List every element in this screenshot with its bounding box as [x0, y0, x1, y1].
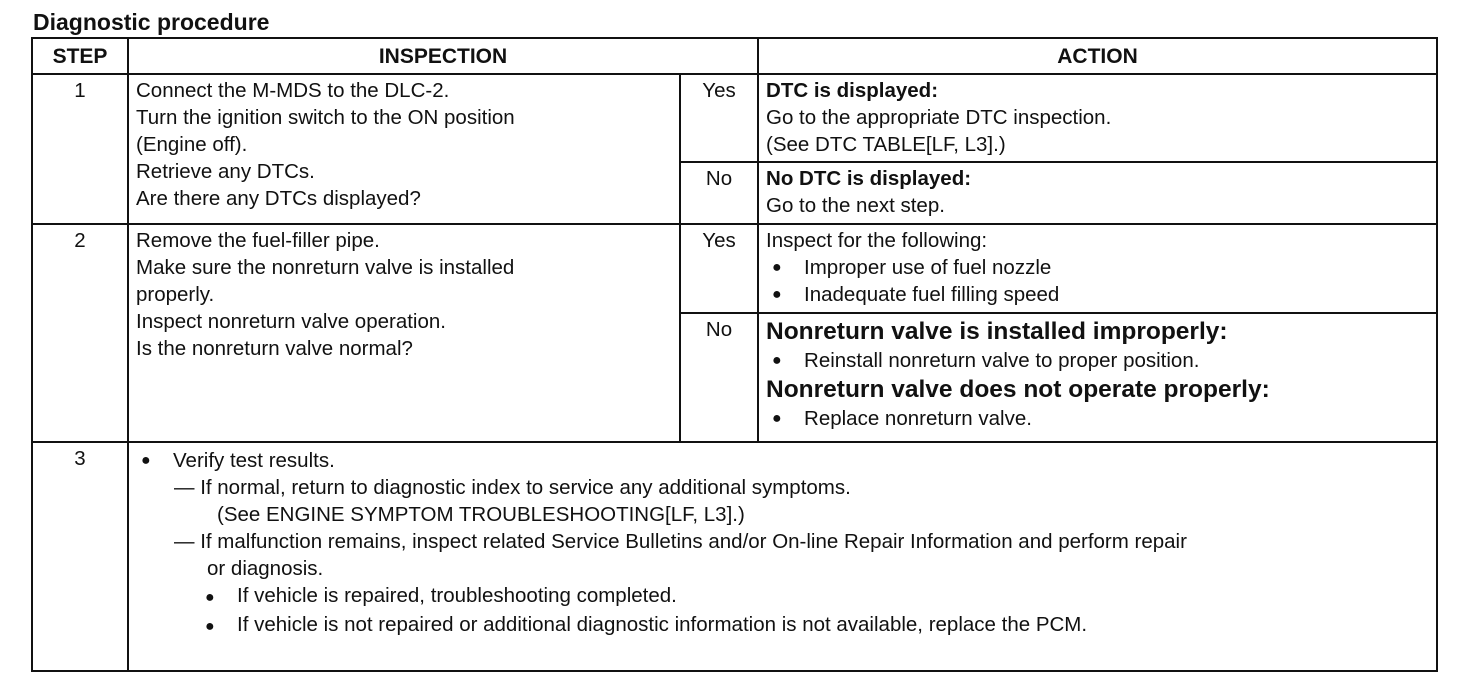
- step1-no-label: No: [680, 162, 758, 224]
- step2-inspection-line: Remove the fuel-filler pipe.: [136, 229, 380, 252]
- step3-sub-bullet-text: If vehicle is repaired, troubleshooting completed.: [237, 584, 677, 607]
- step1-no-heading: No DTC is displayed:: [766, 167, 972, 190]
- step2-inspection-line: Inspect nonreturn valve operation.: [136, 310, 446, 333]
- step2-yes-bullet-text: Inadequate fuel filling speed: [804, 283, 1060, 306]
- page-title: Diagnostic procedure: [33, 9, 270, 35]
- step3-sub-bullet: [141, 611, 1430, 640]
- bullet-icon: ●: [205, 589, 215, 606]
- bullet-icon: ●: [772, 410, 782, 427]
- step2-inspection: [128, 224, 680, 442]
- step3-dash1-cont: (See ENGINE SYMPTOM TROUBLESHOOTING[LF, L3].): [217, 503, 745, 526]
- step1-inspection-line: Connect the M-MDS to the DLC-2.: [136, 79, 450, 102]
- step1-inspection: [128, 74, 680, 224]
- header-action: ACTION: [758, 38, 1437, 74]
- step3-dash1: — If normal, return to diagnostic index to service any additional symptoms.: [174, 476, 851, 499]
- step2-inspection-line: Is the nonreturn valve normal?: [136, 337, 413, 360]
- step2-inspection-line: properly.: [136, 283, 215, 306]
- step2-yes-action: [758, 224, 1437, 313]
- step3-bullet: [141, 447, 1430, 474]
- step2-yes-row: [32, 224, 1437, 313]
- step3-number: 3: [32, 442, 128, 671]
- step1-yes-row: [32, 74, 1437, 162]
- step2-no-heading2: Nonreturn valve does not operate properly:: [766, 376, 1270, 403]
- step3-sub-bullet: [141, 582, 1430, 611]
- step3-content: [128, 442, 1437, 671]
- step3-dash2: — If malfunction remains, inspect related Service Bulletins and/or On-line Repair Information and perform repair: [174, 530, 1187, 553]
- header-row: [32, 38, 1437, 74]
- step1-number: 1: [32, 74, 128, 224]
- step1-inspection-line: (Engine off).: [136, 133, 248, 156]
- step2-no-action: [758, 313, 1437, 442]
- step2-no-label: No: [680, 313, 758, 442]
- step3-sub-bullet-text: If vehicle is not repaired or additional diagnostic information is not available, replace the PCM.: [237, 613, 1088, 636]
- step2-no-bullet: [766, 405, 1430, 432]
- step2-number: 2: [32, 224, 128, 442]
- step1-yes-action: [758, 74, 1437, 162]
- step2-yes-bullet-text: Improper use of fuel nozzle: [804, 256, 1052, 279]
- step1-yes-line: Go to the appropriate DTC inspection.: [766, 106, 1112, 129]
- step1-yes-heading: DTC is displayed:: [766, 79, 939, 102]
- step1-no-action: [758, 162, 1437, 224]
- step2-no-heading1: Nonreturn valve is installed improperly:: [766, 318, 1228, 345]
- header-inspection: INSPECTION: [128, 38, 758, 74]
- step3-dash2-cont: or diagnosis.: [207, 557, 324, 580]
- step2-yes-label: Yes: [680, 224, 758, 313]
- bullet-icon: ●: [772, 352, 782, 369]
- step3-row: [32, 442, 1437, 671]
- step1-yes-label: Yes: [680, 74, 758, 162]
- step2-yes-bullet: [766, 281, 1430, 308]
- step2-inspection-line: Make sure the nonreturn valve is installed: [136, 256, 515, 279]
- step2-yes-bullet: [766, 254, 1430, 281]
- bullet-icon: ●: [772, 259, 782, 276]
- step1-inspection-line: Are there any DTCs displayed?: [136, 187, 421, 210]
- step3-bullet-text: Verify test results.: [173, 449, 335, 472]
- step1-inspection-line: Retrieve any DTCs.: [136, 160, 315, 183]
- diagnostic-table: [31, 37, 1438, 672]
- step1-inspection-line: Turn the ignition switch to the ON position: [136, 106, 515, 129]
- bullet-icon: ●: [141, 452, 151, 469]
- step2-no-bullet: [766, 347, 1430, 374]
- step2-no-bullet1-text: Reinstall nonreturn valve to proper position.: [804, 349, 1200, 372]
- step2-no-bullet2-text: Replace nonreturn valve.: [804, 407, 1032, 430]
- step1-no-line: Go to the next step.: [766, 194, 945, 217]
- bullet-icon: ●: [205, 618, 215, 635]
- step1-yes-line: (See DTC TABLE[LF, L3].): [766, 133, 1006, 156]
- step2-yes-intro: Inspect for the following:: [766, 229, 988, 252]
- header-step: STEP: [32, 38, 128, 74]
- bullet-icon: ●: [772, 286, 782, 303]
